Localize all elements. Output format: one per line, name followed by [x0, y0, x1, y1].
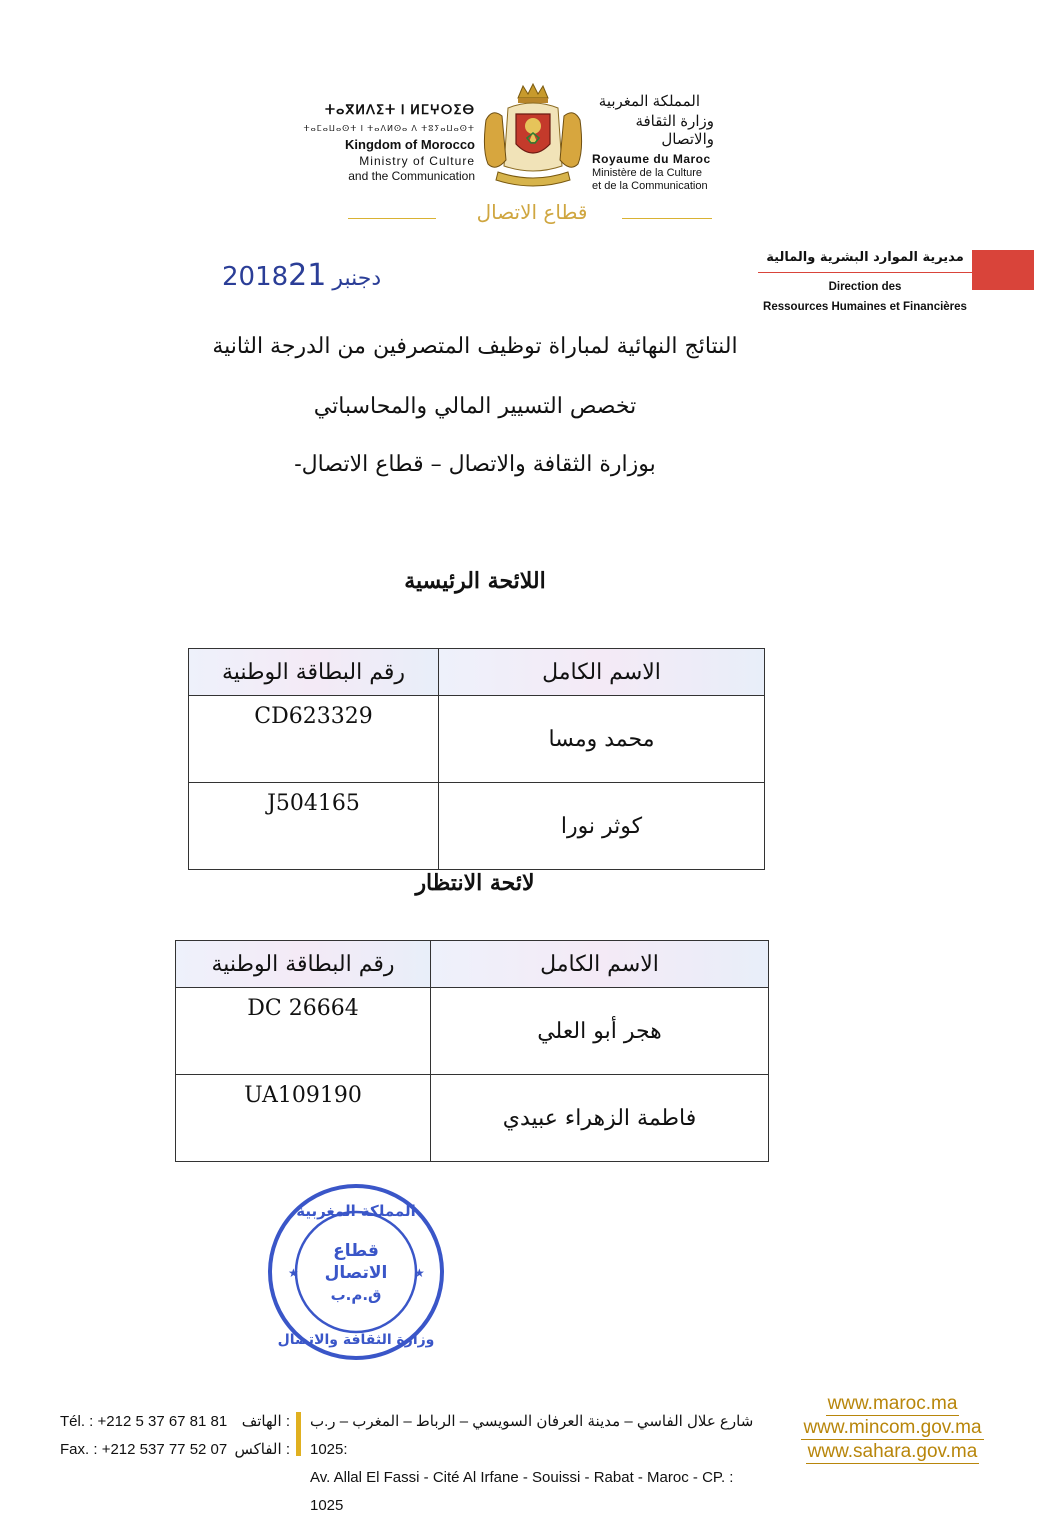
direction-color-tab	[972, 250, 1034, 290]
cell-id: DC 26664	[176, 988, 431, 1075]
date-month: دجنبر	[332, 266, 382, 291]
doc-title-line1: النتائج النهائية لمباراة توظيف المتصرفين من الدرجة الثانية	[212, 334, 738, 359]
footer-fax-label: Fax. :	[60, 1441, 98, 1458]
direction-block	[758, 250, 1034, 313]
svg-text:★: ★	[414, 1266, 425, 1280]
stamp-ring-top: المملكة المغربية	[296, 1202, 416, 1220]
official-stamp-icon	[266, 1182, 446, 1362]
col-header-name: الاسم الكامل	[439, 649, 765, 696]
cell-name: هجر أبو العلي	[431, 988, 769, 1075]
date-stamp	[222, 258, 392, 293]
direction-ar: مديرية الموارد البشرية والمالية	[766, 250, 964, 265]
table-row	[176, 1075, 769, 1162]
header-left-block	[300, 102, 475, 183]
footer-fax-value: +212 537 77 52 07	[101, 1441, 228, 1458]
header-ar-kingdom: المملكة المغربية	[598, 93, 700, 110]
footer-divider	[296, 1412, 301, 1456]
table-header-row	[189, 649, 765, 696]
header-en-ministry: Ministry of Culture	[359, 154, 475, 168]
date-year: 2018	[222, 262, 289, 292]
header-fr-communication: et de la Communication	[592, 180, 708, 192]
footer-address-fr: Av. Allal El Fassi - Cité Al Irfane - Souissi - Rabat - Maroc - CP. : 1025	[310, 1469, 734, 1514]
table-row	[176, 988, 769, 1075]
cell-id: UA109190	[176, 1075, 431, 1162]
stamp-center-line1: قطاع	[333, 1241, 379, 1261]
table-header-row	[176, 941, 769, 988]
main-list-title: اللائحة الرئيسية	[404, 568, 546, 594]
header-en-kingdom: Kingdom of Morocco	[345, 137, 475, 152]
header-fr-ministry: Ministère de la Culture	[592, 167, 703, 179]
footer-tel-ar: : الهاتف	[241, 1413, 290, 1430]
direction-fr-line1: Direction des	[828, 281, 902, 293]
table-row	[189, 696, 765, 783]
col-header-name: الاسم الكامل	[431, 941, 769, 988]
footer-fax-row	[60, 1436, 290, 1464]
direction-rule	[758, 272, 972, 273]
cell-id: CD623329	[189, 696, 439, 783]
svg-text:★: ★	[288, 1266, 299, 1280]
doc-title-line2: تخصص التسيير المالي والمحاسباتي	[313, 394, 637, 419]
cell-id: J504165	[189, 783, 439, 870]
wait-list-table	[175, 940, 769, 1162]
footer-websites	[790, 1392, 995, 1464]
royal-coat-of-arms-icon	[478, 80, 588, 192]
stamp-center-line3: ق.م.ب	[330, 1286, 382, 1304]
footer-contact	[60, 1408, 290, 1464]
sector-label: قطاع الاتصال	[476, 200, 588, 224]
footer-tel-label: Tél. :	[60, 1413, 94, 1430]
col-header-id: رقم البطاقة الوطنية	[189, 649, 439, 696]
wait-list-title: لائحة الانتظار	[415, 870, 535, 896]
direction-fr-line2: Ressources Humaines et Financières	[763, 301, 967, 313]
cell-name: فاطمة الزهراء عبيدي	[431, 1075, 769, 1162]
header-ar-ministry: وزارة الثقافة والاتصال	[635, 113, 714, 148]
footer-tel-row	[60, 1408, 290, 1436]
date-day: 21	[288, 258, 327, 293]
main-list-table	[188, 648, 765, 870]
sector-divider-right	[622, 218, 712, 219]
header-tifinagh-kingdom: ⵜⴰⴳⵍⴷⵉⵜ ⵏ ⵍⵎⵖⵔⵉⴱ	[325, 102, 475, 117]
cell-name: محمد ومسا	[439, 696, 765, 783]
header-fr-kingdom: Royaume du Maroc	[592, 152, 711, 166]
stamp-center-line2: الاتصال	[324, 1263, 388, 1283]
footer-link-maroc[interactable]: www.maroc.ma	[827, 1393, 958, 1414]
cell-name: كوثر نورا	[439, 783, 765, 870]
footer-fax-ar: : الفاكس	[234, 1441, 290, 1458]
stamp-ring-bottom: وزارة الثقافة والاتصال	[277, 1332, 435, 1348]
footer-link-sahara[interactable]: www.sahara.gov.ma	[807, 1441, 978, 1462]
direction-fr	[758, 277, 972, 317]
footer-address-ar: شارع علال الفاسي – مدينة العرفان السويسي – الرباط – المغرب – ر.ب :1025	[310, 1413, 754, 1458]
header-en-communication: and the Communication	[348, 169, 475, 183]
footer-tel-value: +212 5 37 67 81 81	[97, 1413, 228, 1430]
doc-title-line3: بوزارة الثقافة والاتصال – قطاع الاتصال-	[294, 452, 656, 477]
sector-divider-left	[348, 218, 436, 219]
footer-address	[310, 1408, 760, 1520]
header-tifinagh-ministry: ⵜⴰⵎⴰⵡⴰⵙⵜ ⵏ ⵜⴰⴷⵍⵙⴰ ⴷ ⵜⵓⵢⴰⵡⴰⵙⵜ	[303, 124, 475, 133]
table-row	[189, 783, 765, 870]
header-right-block	[592, 92, 732, 192]
footer-link-mincom[interactable]: www.mincom.gov.ma	[803, 1417, 982, 1438]
col-header-id: رقم البطاقة الوطنية	[176, 941, 431, 988]
